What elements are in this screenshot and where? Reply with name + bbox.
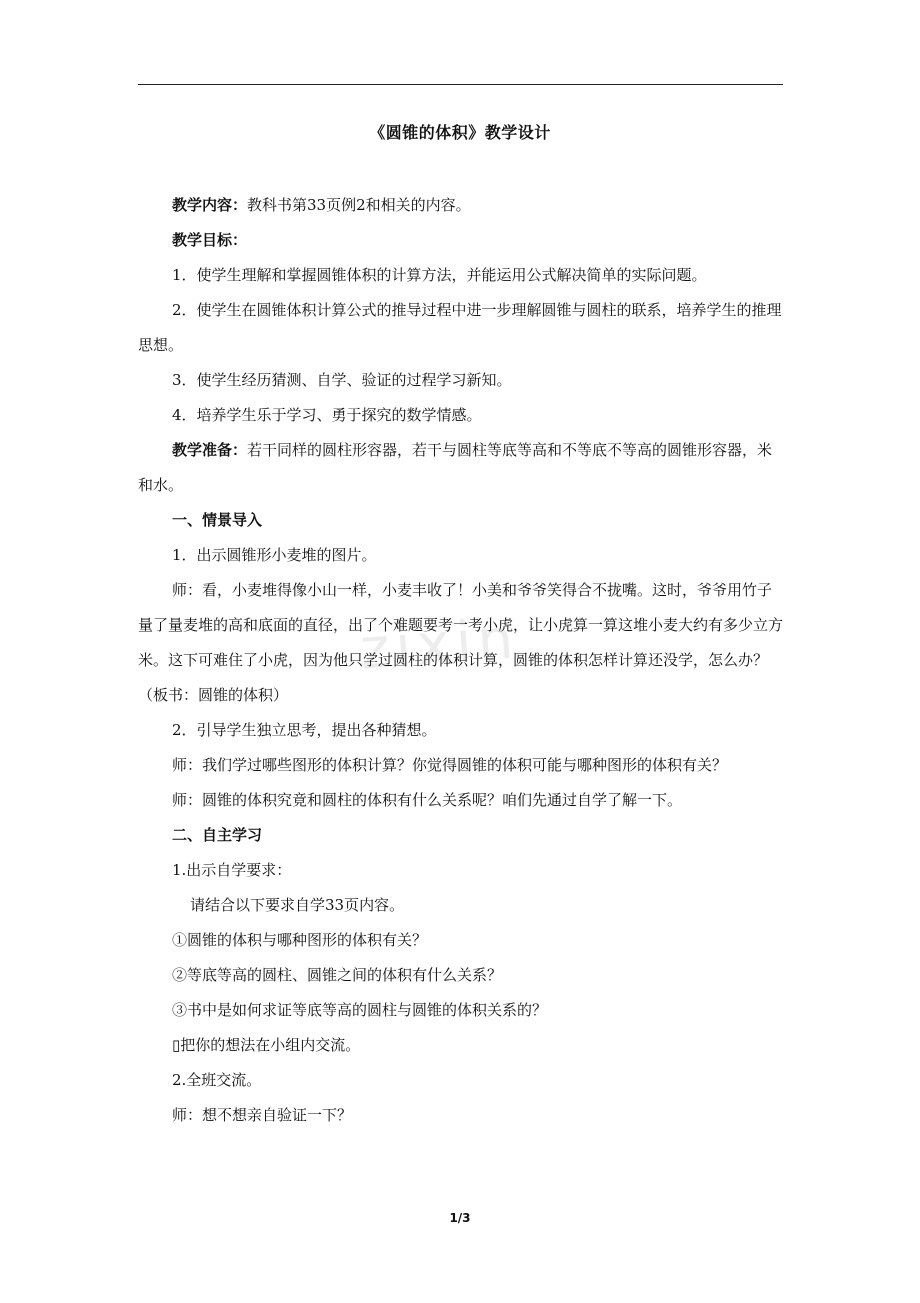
text-teaching-prep: 若干同样的圆柱形容器，若干与圆柱等底等高和不等底不等高的圆锥形容器，米和水。 (138, 441, 773, 494)
goal-4: 4．培养学生乐于学习、勇于探究的数学情感。 (172, 406, 482, 424)
paragraph-teacher-question-2: 师：圆锥的体积究竟和圆柱的体积有什么关系呢？咱们先通过自学了解一下。 (172, 791, 683, 809)
group-exchange: ▯把你的想法在小组内交流。 (172, 1036, 361, 1054)
goal-3: 3．使学生经历猜测、自学、验证的过程学习新知。 (172, 371, 512, 389)
label-teaching-goals: 教学目标： (172, 231, 248, 249)
section-heading-2: 二、自主学习 (172, 826, 263, 844)
paragraph-teacher-question-1: 师：我们学过哪些图形的体积计算？你觉得圆锥的体积可能与哪种图形的体积有关？ (172, 756, 728, 774)
paragraph-teaching-content (138, 188, 783, 223)
label-teaching-content: 教学内容： (172, 196, 248, 214)
paragraph-self-study-instruction: 请结合以下要求自学33页内容。 (190, 896, 405, 914)
paragraph-class-exchange: 2.全班交流。 (172, 1071, 262, 1089)
paragraph-self-study-requirement: 1.出示自学要求： (172, 861, 292, 879)
question-3: ③书中是如何求证等底等高的圆柱与圆锥的体积关系的？ (172, 1001, 548, 1019)
page-number: 1/3 (449, 1211, 471, 1225)
paragraph-teacher-story: 师：看，小麦堆得像小山一样，小麦丰收了！小美和爷爷笑得合不拢嘴。这时，爷爷用竹子量了量麦堆的高和底面的直径，出了个难题要考一考小虎，让小虎算一算这堆小麦大约有多少立方米。这下可难住了小虎，因为他只学过圆柱的体积计算，圆锥的体积怎样计算还没学，怎么办？（板书：圆锥的体积） (138, 581, 784, 704)
paragraph-guide-thinking: 2．引导学生独立思考，提出各种猜想。 (172, 721, 437, 739)
header-rule (138, 84, 783, 85)
goal-2: 2．使学生在圆锥体积计算公式的推导过程中进一步理解圆锥与圆柱的联系，培养学生的推理思想。 (138, 301, 782, 354)
document-title: 《圆锥的体积》教学设计 (369, 123, 551, 142)
text-teaching-content: 教科书第33页例2和相关的内容。 (247, 196, 471, 214)
paragraph-show-picture: 1．出示圆锥形小麦堆的图片。 (172, 546, 377, 564)
section-heading-1: 一、情景导入 (172, 511, 263, 529)
paragraph-teacher-verify: 师：想不想亲自验证一下？ (172, 1106, 353, 1124)
goal-1: 1．使学生理解和掌握圆锥体积的计算方法，并能运用公式解决简单的实际问题。 (172, 266, 707, 284)
document-body (138, 188, 783, 1133)
question-1: ①圆锥的体积与哪种图形的体积有关？ (172, 931, 428, 949)
watermark: zixin (357, 606, 522, 683)
question-2: ②等底等高的圆柱、圆锥之间的体积有什么关系？ (172, 966, 503, 984)
paragraph-teaching-prep (138, 433, 783, 503)
label-teaching-prep: 教学准备： (172, 441, 248, 459)
